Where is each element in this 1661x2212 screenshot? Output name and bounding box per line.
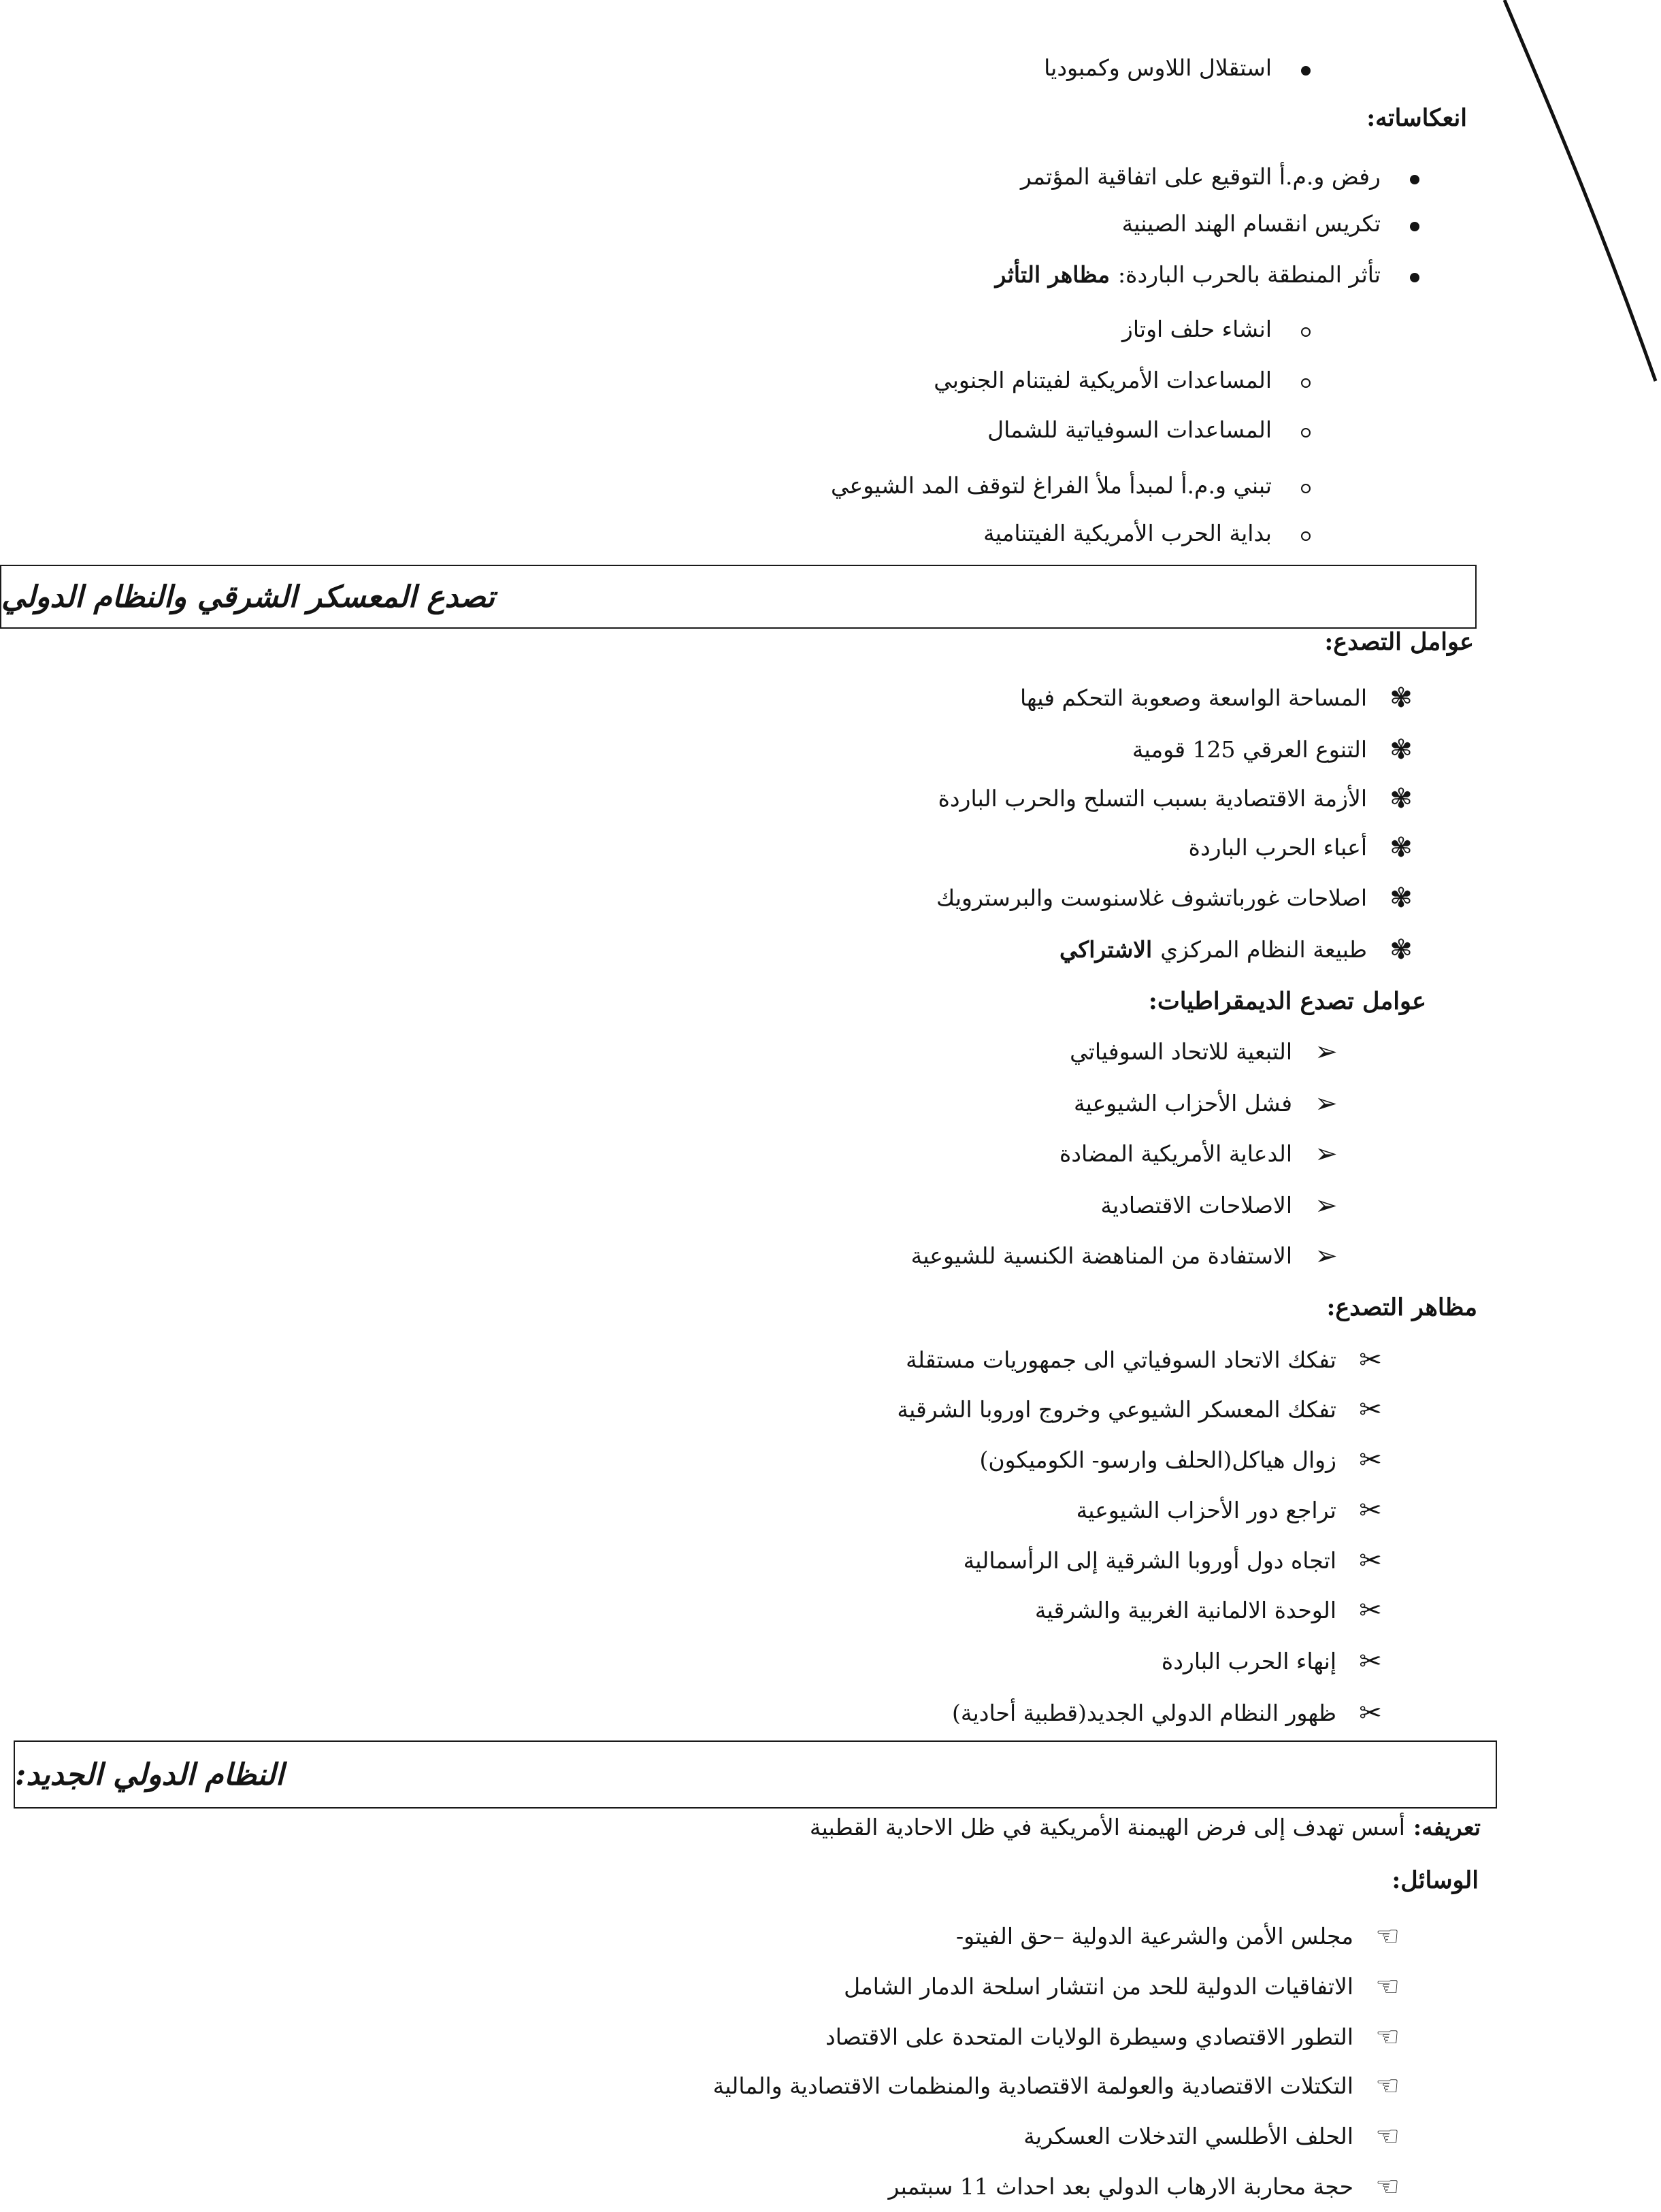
bullet-circle-icon <box>1301 531 1311 541</box>
scissors-bullet-icon: ✂ <box>1359 1698 1382 1729</box>
sub-list-item: المساعدات السوفياتية للشمال <box>987 414 1321 446</box>
list-item: ☜ الحلف الأطلسي التدخلات العسكرية <box>1023 2120 1402 2153</box>
list-item: ✂ زوال هياكل(الحلف وارسو- الكوميكون) <box>980 1444 1386 1476</box>
crack-factors-heading: عوامل التصدع: <box>1324 628 1474 656</box>
scissors-bullet-icon: ✂ <box>1359 1595 1382 1626</box>
bullet-circle-icon <box>1301 428 1311 438</box>
bullet-dot-icon <box>1410 175 1419 184</box>
flower-bullet-icon: ✾ <box>1389 882 1413 914</box>
list-item: ✂ تفكك المعسكر الشيوعي وخروج اوروبا الشرقية <box>897 1393 1385 1426</box>
hand-pointer-bullet-icon: ☜ <box>1375 2021 1400 2053</box>
list-item: ☜ الاتفاقيات الدولية للحد من انتشار اسلحة الدمار الشامل <box>844 1970 1402 2003</box>
list-item: ➢ التبعية للاتحاد السوفياتي <box>1070 1036 1341 1068</box>
list-item: رفض و.م.أ التوقيع على اتفاقية المؤتمر <box>1021 161 1430 193</box>
arrow-left-bullet-icon: ➢ <box>1315 1240 1338 1272</box>
list-item: ➢ الدعاية الأمريكية المضادة <box>1059 1138 1341 1170</box>
repercussions-heading: انعكاساته: <box>1366 104 1467 132</box>
scissors-bullet-icon: ✂ <box>1359 1445 1382 1476</box>
list-item: ✂ اتجاه دول أوروبا الشرقية إلى الرأسمالية <box>964 1545 1385 1577</box>
hand-pointer-bullet-icon: ☜ <box>1375 1921 1400 1952</box>
means-heading: الوسائل: <box>1392 1866 1479 1894</box>
list-item: ☜ حجة محاربة الارهاب الدولي بعد احداث 11 سبتمبر <box>888 2170 1402 2203</box>
scissors-bullet-icon: ✂ <box>1359 1394 1382 1425</box>
list-item: ✂ ظهور النظام الدولي الجديد(قطبية أحادية) <box>952 1697 1385 1730</box>
list-item: ✾ اصلاحات غورباتشوف غلاسنوست والبرسترويك <box>936 882 1416 914</box>
bullet-circle-icon <box>1301 484 1311 493</box>
section-title: النظام الدولي الجديد: <box>15 1757 284 1792</box>
hand-pointer-bullet-icon: ☜ <box>1375 2070 1400 2102</box>
definition-text: أسس تهدف إلى فرض الهيمنة الأمريكية في ظل الاحادية القطبية <box>809 1814 1405 1840</box>
democracies-factors-heading: عوامل تصدع الديمقراطيات: <box>1148 987 1426 1015</box>
list-item: ✾ المساحة الواسعة وصعوبة التحكم فيها <box>1020 682 1416 714</box>
definition-label: تعريفه: <box>1413 1814 1481 1840</box>
list-item: ✂ تفكك الاتحاد السوفياتي الى جمهوريات مستقلة <box>906 1344 1385 1376</box>
list-item: ✾ أعباء الحرب الباردة <box>1189 831 1416 864</box>
section-title: تصدع المعسكر الشرقي والنظام الدولي <box>1 579 495 614</box>
list-item: ✾ التنوع العرقي 125 قومية <box>1132 733 1416 766</box>
bullet-circle-icon <box>1301 378 1311 388</box>
crack-aspects-heading: مظاهر التصدع: <box>1326 1293 1477 1321</box>
list-item: ☜ التكتلات الاقتصادية والعولمة الاقتصادية والمنظمات الاقتصادية والمالية <box>713 2070 1402 2102</box>
flower-bullet-icon: ✾ <box>1389 734 1413 765</box>
hand-pointer-bullet-icon: ☜ <box>1375 2121 1400 2152</box>
bullet-dot-icon <box>1410 273 1419 282</box>
flower-bullet-icon: ✾ <box>1389 682 1413 714</box>
list-item: تأثر المنطقة بالحرب الباردة: مظاهر التأثر <box>996 259 1430 291</box>
arrow-left-bullet-icon: ➢ <box>1315 1190 1338 1221</box>
sub-list-item: بداية الحرب الأمريكية الفيتنامية <box>983 517 1321 550</box>
list-item: ✂ تراجع دور الأحزاب الشيوعية <box>1076 1494 1385 1527</box>
hand-pointer-bullet-icon: ☜ <box>1375 1971 1400 2002</box>
list-item: ✂ الوحدة الالمانية الغربية والشرقية <box>1035 1594 1385 1627</box>
sub-list-item: المساعدات الأمريكية لفيتنام الجنوبي <box>934 364 1321 397</box>
section-title-box <box>0 565 1477 629</box>
scissors-bullet-icon: ✂ <box>1359 1344 1382 1376</box>
sub-list-item: تبني و.م.أ لمبدأ ملأ الفراغ لتوقف المد الشيوعي <box>831 469 1321 502</box>
bullet-circle-icon <box>1301 327 1311 337</box>
list-item: ➢ الاصلاحات الاقتصادية <box>1100 1189 1341 1222</box>
scissors-bullet-icon: ✂ <box>1359 1545 1382 1577</box>
scan-artifact-line <box>1498 0 1661 408</box>
flower-bullet-icon: ✾ <box>1389 783 1413 814</box>
flower-bullet-icon: ✾ <box>1389 934 1413 965</box>
list-item: ✾ طبيعة النظام المركزي الاشتراكي <box>1059 934 1416 966</box>
list-item: استقلال اللاوس وكمبوديا <box>1044 52 1321 84</box>
arrow-left-bullet-icon: ➢ <box>1315 1088 1338 1119</box>
list-item: ☜ مجلس الأمن والشرعية الدولية –حق الفيتو- <box>956 1920 1402 1953</box>
list-item: ➢ فشل الأحزاب الشيوعية <box>1074 1087 1341 1120</box>
scissors-bullet-icon: ✂ <box>1359 1495 1382 1526</box>
hand-pointer-bullet-icon: ☜ <box>1375 2171 1400 2202</box>
sub-list-item: انشاء حلف اوتاز <box>1122 313 1321 346</box>
list-item: ☜ التطور الاقتصادي وسيطرة الولايات المتحدة على الاقتصاد <box>825 2021 1402 2053</box>
list-item: ✾ الأزمة الاقتصادية بسبب التسلح والحرب الباردة <box>938 782 1416 815</box>
arrow-left-bullet-icon: ➢ <box>1315 1036 1338 1068</box>
list-item: ✂ إنهاء الحرب الباردة <box>1162 1645 1385 1678</box>
scissors-bullet-icon: ✂ <box>1359 1646 1382 1677</box>
bullet-dot-icon <box>1301 66 1311 76</box>
definition-line <box>810 1811 1481 1844</box>
arrow-left-bullet-icon: ➢ <box>1315 1138 1338 1170</box>
flower-bullet-icon: ✾ <box>1389 832 1413 863</box>
bullet-dot-icon <box>1410 222 1419 231</box>
section-title-box <box>14 1740 1497 1809</box>
list-item: تكريس انقسام الهند الصينية <box>1122 208 1430 240</box>
list-item: ➢ الاستفادة من المناهضة الكنسية للشيوعية <box>911 1240 1341 1272</box>
